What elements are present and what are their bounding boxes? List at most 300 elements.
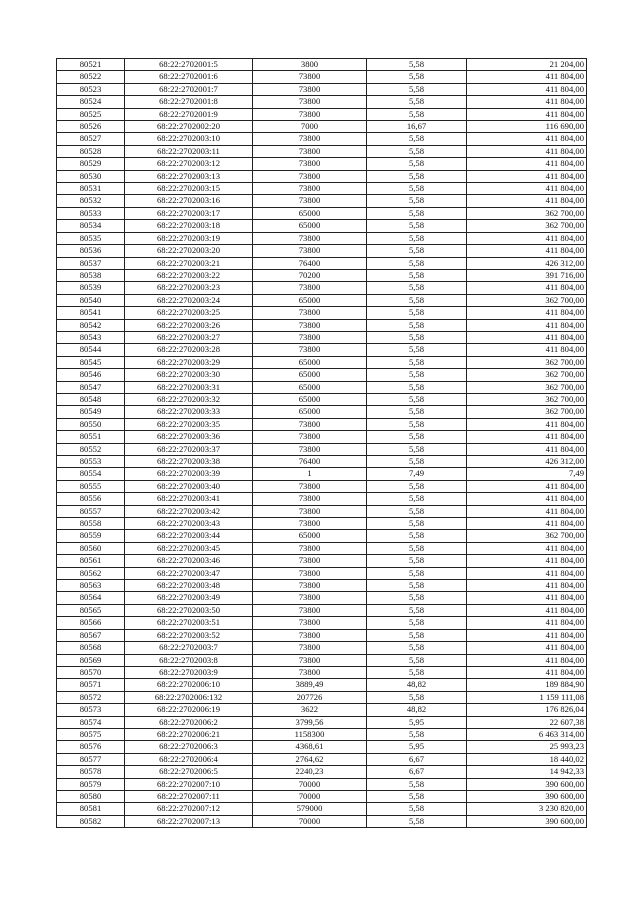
- cadastral-cost-cell: 176 826,04: [467, 704, 587, 716]
- rate-value-cell: 5,58: [367, 71, 467, 83]
- cadastral-number-cell: 68:22:2702003:35: [125, 418, 253, 430]
- area-value-cell: 73800: [253, 604, 367, 616]
- table-row: [57, 456, 587, 468]
- row-number-cell: 80553: [57, 456, 125, 468]
- area-value-cell: 73800: [253, 344, 367, 356]
- cadastral-cost-cell: 411 804,00: [467, 108, 587, 120]
- area-value-cell: 73800: [253, 307, 367, 319]
- cadastral-number-cell: 68:22:2702003:28: [125, 344, 253, 356]
- cadastral-cost-cell: 411 804,00: [467, 319, 587, 331]
- cadastral-cost-cell: 411 804,00: [467, 282, 587, 294]
- row-number-cell: 80581: [57, 803, 125, 815]
- cadastral-number-cell: 68:22:2702003:29: [125, 356, 253, 368]
- table-row: [57, 728, 587, 740]
- row-number-cell: 80555: [57, 480, 125, 492]
- area-value-cell: 73800: [253, 555, 367, 567]
- cadastral-cost-cell: 411 804,00: [467, 418, 587, 430]
- cadastral-cost-cell: 14 942,33: [467, 766, 587, 778]
- row-number-cell: 80568: [57, 642, 125, 654]
- rate-value-cell: 5,58: [367, 257, 467, 269]
- row-number-cell: 80538: [57, 269, 125, 281]
- row-number-cell: 80546: [57, 369, 125, 381]
- cadastral-number-cell: 68:22:2702003:18: [125, 220, 253, 232]
- table-row: [57, 753, 587, 765]
- cadastral-number-cell: 68:22:2702003:7: [125, 642, 253, 654]
- area-value-cell: 73800: [253, 133, 367, 145]
- area-value-cell: 65000: [253, 530, 367, 542]
- cadastral-number-cell: 68:22:2702003:21: [125, 257, 253, 269]
- cadastral-cost-cell: 362 700,00: [467, 406, 587, 418]
- row-number-cell: 80522: [57, 71, 125, 83]
- cadastral-cost-cell: 411 804,00: [467, 493, 587, 505]
- rate-value-cell: 5,58: [367, 518, 467, 530]
- cadastral-number-cell: 68:22:2702007:13: [125, 815, 253, 827]
- area-value-cell: 1158300: [253, 728, 367, 740]
- rate-value-cell: 48,82: [367, 679, 467, 691]
- cadastral-cost-cell: 411 804,00: [467, 170, 587, 182]
- cadastral-cost-cell: 362 700,00: [467, 207, 587, 219]
- row-number-cell: 80557: [57, 505, 125, 517]
- row-number-cell: 80580: [57, 790, 125, 802]
- cadastral-number-cell: 68:22:2702003:45: [125, 542, 253, 554]
- cadastral-cost-cell: 189 884,90: [467, 679, 587, 691]
- cadastral-number-cell: 68:22:2702006:2: [125, 716, 253, 728]
- cadastral-number-cell: 68:22:2702003:41: [125, 493, 253, 505]
- rate-value-cell: 5,58: [367, 393, 467, 405]
- table-row: [57, 629, 587, 641]
- area-value-cell: 73800: [253, 480, 367, 492]
- cadastral-number-cell: 68:22:2702003:12: [125, 158, 253, 170]
- row-number-cell: 80548: [57, 393, 125, 405]
- row-number-cell: 80563: [57, 580, 125, 592]
- row-number-cell: 80549: [57, 406, 125, 418]
- row-number-cell: 80564: [57, 592, 125, 604]
- area-value-cell: 7000: [253, 121, 367, 133]
- cadastral-cost-cell: 411 804,00: [467, 505, 587, 517]
- area-value-cell: 73800: [253, 145, 367, 157]
- cadastral-cost-cell: 411 804,00: [467, 158, 587, 170]
- table-row: [57, 766, 587, 778]
- area-value-cell: 70000: [253, 790, 367, 802]
- cadastral-cost-cell: 411 804,00: [467, 580, 587, 592]
- rate-value-cell: 7,49: [367, 468, 467, 480]
- rate-value-cell: 5,58: [367, 108, 467, 120]
- table-row: [57, 183, 587, 195]
- area-value-cell: 65000: [253, 381, 367, 393]
- rate-value-cell: 5,58: [367, 220, 467, 232]
- row-number-cell: 80559: [57, 530, 125, 542]
- rate-value-cell: 5,58: [367, 617, 467, 629]
- row-number-cell: 80535: [57, 232, 125, 244]
- table-row: [57, 331, 587, 343]
- cadastral-cost-cell: 390 600,00: [467, 790, 587, 802]
- cadastral-number-cell: 68:22:2702003:16: [125, 195, 253, 207]
- cadastral-number-cell: 68:22:2702003:46: [125, 555, 253, 567]
- rate-value-cell: 5,58: [367, 356, 467, 368]
- rate-value-cell: 5,58: [367, 294, 467, 306]
- cadastral-number-cell: 68:22:2702003:23: [125, 282, 253, 294]
- rate-value-cell: 5,95: [367, 716, 467, 728]
- rate-value-cell: 5,58: [367, 456, 467, 468]
- row-number-cell: 80550: [57, 418, 125, 430]
- cadastral-number-cell: 68:22:2702003:15: [125, 183, 253, 195]
- rate-value-cell: 5,58: [367, 530, 467, 542]
- area-value-cell: 3800: [253, 59, 367, 71]
- table-row: [57, 158, 587, 170]
- table-row: [57, 282, 587, 294]
- cadastral-cost-cell: 411 804,00: [467, 71, 587, 83]
- rate-value-cell: 6,67: [367, 753, 467, 765]
- table-row: [57, 542, 587, 554]
- table-row: [57, 71, 587, 83]
- cadastral-cost-cell: 411 804,00: [467, 542, 587, 554]
- rate-value-cell: 5,58: [367, 133, 467, 145]
- cadastral-number-cell: 68:22:2702003:47: [125, 567, 253, 579]
- rate-value-cell: 5,58: [367, 158, 467, 170]
- table-row: [57, 431, 587, 443]
- table-row: [57, 654, 587, 666]
- cadastral-cost-cell: 411 804,00: [467, 642, 587, 654]
- table-row: [57, 393, 587, 405]
- cadastral-cost-cell: 21 204,00: [467, 59, 587, 71]
- cadastral-number-cell: 68:22:2702003:17: [125, 207, 253, 219]
- area-value-cell: 73800: [253, 642, 367, 654]
- cadastral-cost-cell: 411 804,00: [467, 145, 587, 157]
- cadastral-cost-cell: 411 804,00: [467, 480, 587, 492]
- row-number-cell: 80545: [57, 356, 125, 368]
- table-row: [57, 344, 587, 356]
- rate-value-cell: 5,58: [367, 493, 467, 505]
- cadastral-cost-cell: 3 230 820,00: [467, 803, 587, 815]
- rate-value-cell: 5,58: [367, 381, 467, 393]
- rate-value-cell: 5,58: [367, 728, 467, 740]
- row-number-cell: 80569: [57, 654, 125, 666]
- cadastral-cost-cell: 411 804,00: [467, 195, 587, 207]
- table-row: [57, 269, 587, 281]
- table-row: [57, 170, 587, 182]
- cadastral-number-cell: 68:22:2702003:37: [125, 443, 253, 455]
- row-number-cell: 80573: [57, 704, 125, 716]
- row-number-cell: 80551: [57, 431, 125, 443]
- rate-value-cell: 5,58: [367, 778, 467, 790]
- cadastral-number-cell: 68:22:2702007:12: [125, 803, 253, 815]
- table-row: [57, 245, 587, 257]
- rate-value-cell: 48,82: [367, 704, 467, 716]
- cadastral-cost-cell: 362 700,00: [467, 393, 587, 405]
- area-value-cell: 73800: [253, 183, 367, 195]
- rate-value-cell: 5,58: [367, 269, 467, 281]
- table-row: [57, 790, 587, 802]
- table-row: [57, 555, 587, 567]
- cadastral-number-cell: 68:22:2702003:40: [125, 480, 253, 492]
- cadastral-cost-cell: 426 312,00: [467, 456, 587, 468]
- cadastral-number-cell: 68:22:2702001:7: [125, 83, 253, 95]
- row-number-cell: 80536: [57, 245, 125, 257]
- area-value-cell: 65000: [253, 406, 367, 418]
- area-value-cell: 65000: [253, 356, 367, 368]
- cadastral-number-cell: 68:22:2702003:25: [125, 307, 253, 319]
- row-number-cell: 80560: [57, 542, 125, 554]
- cadastral-cost-cell: 7,49: [467, 468, 587, 480]
- area-value-cell: 73800: [253, 319, 367, 331]
- table-row: [57, 220, 587, 232]
- cadastral-number-cell: 68:22:2702003:33: [125, 406, 253, 418]
- area-value-cell: 65000: [253, 393, 367, 405]
- row-number-cell: 80572: [57, 691, 125, 703]
- area-value-cell: 73800: [253, 431, 367, 443]
- cadastral-number-cell: 68:22:2702007:10: [125, 778, 253, 790]
- cadastral-cost-cell: 411 804,00: [467, 344, 587, 356]
- rate-value-cell: 5,58: [367, 580, 467, 592]
- cadastral-cost-cell: 116 690,00: [467, 121, 587, 133]
- table-row: [57, 679, 587, 691]
- area-value-cell: 76400: [253, 456, 367, 468]
- rate-value-cell: 5,58: [367, 406, 467, 418]
- rate-value-cell: 5,58: [367, 443, 467, 455]
- cadastral-cost-cell: 390 600,00: [467, 815, 587, 827]
- area-value-cell: 76400: [253, 257, 367, 269]
- area-value-cell: 73800: [253, 493, 367, 505]
- table-row: [57, 294, 587, 306]
- area-value-cell: 73800: [253, 83, 367, 95]
- row-number-cell: 80531: [57, 183, 125, 195]
- cadastral-cost-cell: 411 804,00: [467, 307, 587, 319]
- cadastral-cost-cell: 411 804,00: [467, 567, 587, 579]
- cadastral-cost-cell: 6 463 314,00: [467, 728, 587, 740]
- cadastral-number-cell: 68:22:2702003:26: [125, 319, 253, 331]
- table-row: [57, 145, 587, 157]
- rate-value-cell: 5,58: [367, 567, 467, 579]
- table-row: [57, 59, 587, 71]
- cadastral-cost-cell: 411 804,00: [467, 654, 587, 666]
- cadastral-value-table: [56, 58, 587, 828]
- cadastral-cost-cell: 390 600,00: [467, 778, 587, 790]
- table-row: [57, 443, 587, 455]
- table-row: [57, 369, 587, 381]
- area-value-cell: 73800: [253, 418, 367, 430]
- area-value-cell: 73800: [253, 443, 367, 455]
- cadastral-number-cell: 68:22:2702003:52: [125, 629, 253, 641]
- row-number-cell: 80562: [57, 567, 125, 579]
- table-row: [57, 642, 587, 654]
- rate-value-cell: 5,58: [367, 369, 467, 381]
- row-number-cell: 80541: [57, 307, 125, 319]
- row-number-cell: 80552: [57, 443, 125, 455]
- table-row: [57, 257, 587, 269]
- rate-value-cell: 5,95: [367, 741, 467, 753]
- cadastral-cost-cell: 411 804,00: [467, 604, 587, 616]
- cadastral-number-cell: 68:22:2702003:42: [125, 505, 253, 517]
- area-value-cell: 73800: [253, 245, 367, 257]
- rate-value-cell: 5,58: [367, 331, 467, 343]
- rate-value-cell: 5,58: [367, 83, 467, 95]
- cadastral-number-cell: 68:22:2702003:43: [125, 518, 253, 530]
- row-number-cell: 80523: [57, 83, 125, 95]
- cadastral-number-cell: 68:22:2702003:22: [125, 269, 253, 281]
- table-row: [57, 592, 587, 604]
- cadastral-number-cell: 68:22:2702003:38: [125, 456, 253, 468]
- rate-value-cell: 5,58: [367, 245, 467, 257]
- cadastral-cost-cell: 411 804,00: [467, 133, 587, 145]
- table-row: [57, 307, 587, 319]
- row-number-cell: 80554: [57, 468, 125, 480]
- cadastral-number-cell: 68:22:2702002:20: [125, 121, 253, 133]
- area-value-cell: 2764,62: [253, 753, 367, 765]
- area-value-cell: 1: [253, 468, 367, 480]
- cadastral-number-cell: 68:22:2702003:30: [125, 369, 253, 381]
- area-value-cell: 207726: [253, 691, 367, 703]
- row-number-cell: 80532: [57, 195, 125, 207]
- cadastral-number-cell: 68:22:2702006:3: [125, 741, 253, 753]
- row-number-cell: 80544: [57, 344, 125, 356]
- cadastral-number-cell: 68:22:2702003:31: [125, 381, 253, 393]
- cadastral-number-cell: 68:22:2702006:5: [125, 766, 253, 778]
- row-number-cell: 80537: [57, 257, 125, 269]
- cadastral-number-cell: 68:22:2702001:8: [125, 96, 253, 108]
- row-number-cell: 80539: [57, 282, 125, 294]
- area-value-cell: 73800: [253, 195, 367, 207]
- rate-value-cell: 16,67: [367, 121, 467, 133]
- cadastral-cost-cell: 25 993,23: [467, 741, 587, 753]
- row-number-cell: 80526: [57, 121, 125, 133]
- cadastral-cost-cell: 411 804,00: [467, 666, 587, 678]
- cadastral-number-cell: 68:22:2702003:39: [125, 468, 253, 480]
- cadastral-number-cell: 68:22:2702006:21: [125, 728, 253, 740]
- rate-value-cell: 5,58: [367, 418, 467, 430]
- rate-value-cell: 5,58: [367, 480, 467, 492]
- table-row: [57, 778, 587, 790]
- rate-value-cell: 6,67: [367, 766, 467, 778]
- table-row: [57, 418, 587, 430]
- cadastral-cost-cell: 362 700,00: [467, 530, 587, 542]
- rate-value-cell: 5,58: [367, 431, 467, 443]
- area-value-cell: 3889,49: [253, 679, 367, 691]
- row-number-cell: 80542: [57, 319, 125, 331]
- row-number-cell: 80567: [57, 629, 125, 641]
- cadastral-cost-cell: 411 804,00: [467, 518, 587, 530]
- area-value-cell: 70000: [253, 778, 367, 790]
- table-row: [57, 505, 587, 517]
- rate-value-cell: 5,58: [367, 629, 467, 641]
- rate-value-cell: 5,58: [367, 232, 467, 244]
- area-value-cell: 73800: [253, 170, 367, 182]
- row-number-cell: 80556: [57, 493, 125, 505]
- area-value-cell: 73800: [253, 629, 367, 641]
- area-value-cell: 3799,56: [253, 716, 367, 728]
- cadastral-number-cell: 68:22:2702001:9: [125, 108, 253, 120]
- cadastral-number-cell: 68:22:2702006:132: [125, 691, 253, 703]
- cadastral-cost-cell: 362 700,00: [467, 294, 587, 306]
- rate-value-cell: 5,58: [367, 654, 467, 666]
- cadastral-cost-cell: 411 804,00: [467, 96, 587, 108]
- table-row: [57, 580, 587, 592]
- row-number-cell: 80534: [57, 220, 125, 232]
- cadastral-cost-cell: 426 312,00: [467, 257, 587, 269]
- table-row: [57, 96, 587, 108]
- rate-value-cell: 5,58: [367, 803, 467, 815]
- cadastral-number-cell: 68:22:2702003:49: [125, 592, 253, 604]
- cadastral-number-cell: 68:22:2702006:10: [125, 679, 253, 691]
- area-value-cell: 73800: [253, 71, 367, 83]
- row-number-cell: 80521: [57, 59, 125, 71]
- row-number-cell: 80578: [57, 766, 125, 778]
- table-row: [57, 666, 587, 678]
- cadastral-number-cell: 68:22:2702003:51: [125, 617, 253, 629]
- rate-value-cell: 5,58: [367, 183, 467, 195]
- table-row: [57, 815, 587, 827]
- area-value-cell: 73800: [253, 617, 367, 629]
- rate-value-cell: 5,58: [367, 145, 467, 157]
- table-body: [57, 59, 587, 828]
- table-row: [57, 108, 587, 120]
- table-row: [57, 530, 587, 542]
- rate-value-cell: 5,58: [367, 170, 467, 182]
- cadastral-number-cell: 68:22:2702003:50: [125, 604, 253, 616]
- cadastral-number-cell: 68:22:2702003:8: [125, 654, 253, 666]
- area-value-cell: 73800: [253, 232, 367, 244]
- row-number-cell: 80570: [57, 666, 125, 678]
- cadastral-cost-cell: 411 804,00: [467, 232, 587, 244]
- cadastral-number-cell: 68:22:2702003:20: [125, 245, 253, 257]
- cadastral-number-cell: 68:22:2702003:36: [125, 431, 253, 443]
- table-row: [57, 133, 587, 145]
- cadastral-cost-cell: 411 804,00: [467, 617, 587, 629]
- table-row: [57, 741, 587, 753]
- cadastral-number-cell: 68:22:2702006:4: [125, 753, 253, 765]
- cadastral-cost-cell: 362 700,00: [467, 369, 587, 381]
- row-number-cell: 80579: [57, 778, 125, 790]
- cadastral-cost-cell: 411 804,00: [467, 331, 587, 343]
- cadastral-cost-cell: 411 804,00: [467, 443, 587, 455]
- cadastral-cost-cell: 391 716,00: [467, 269, 587, 281]
- table-row: [57, 480, 587, 492]
- area-value-cell: 65000: [253, 220, 367, 232]
- table-row: [57, 518, 587, 530]
- cadastral-number-cell: 68:22:2702003:13: [125, 170, 253, 182]
- table-row: [57, 207, 587, 219]
- rate-value-cell: 5,58: [367, 790, 467, 802]
- rate-value-cell: 5,58: [367, 642, 467, 654]
- area-value-cell: 73800: [253, 331, 367, 343]
- cadastral-number-cell: 68:22:2702003:19: [125, 232, 253, 244]
- row-number-cell: 80540: [57, 294, 125, 306]
- area-value-cell: 73800: [253, 158, 367, 170]
- cadastral-cost-cell: 362 700,00: [467, 356, 587, 368]
- row-number-cell: 80533: [57, 207, 125, 219]
- cadastral-cost-cell: 1 159 111,08: [467, 691, 587, 703]
- row-number-cell: 80565: [57, 604, 125, 616]
- area-value-cell: 73800: [253, 592, 367, 604]
- area-value-cell: 70000: [253, 815, 367, 827]
- table-row: [57, 319, 587, 331]
- area-value-cell: 73800: [253, 282, 367, 294]
- area-value-cell: 73800: [253, 505, 367, 517]
- area-value-cell: 73800: [253, 108, 367, 120]
- table-row: [57, 716, 587, 728]
- row-number-cell: 80561: [57, 555, 125, 567]
- row-number-cell: 80525: [57, 108, 125, 120]
- cadastral-cost-cell: 411 804,00: [467, 245, 587, 257]
- area-value-cell: 73800: [253, 96, 367, 108]
- area-value-cell: 65000: [253, 369, 367, 381]
- table-row: [57, 356, 587, 368]
- row-number-cell: 80571: [57, 679, 125, 691]
- table-row: [57, 803, 587, 815]
- row-number-cell: 80574: [57, 716, 125, 728]
- cadastral-number-cell: 68:22:2702003:24: [125, 294, 253, 306]
- rate-value-cell: 5,58: [367, 691, 467, 703]
- table-row: [57, 468, 587, 480]
